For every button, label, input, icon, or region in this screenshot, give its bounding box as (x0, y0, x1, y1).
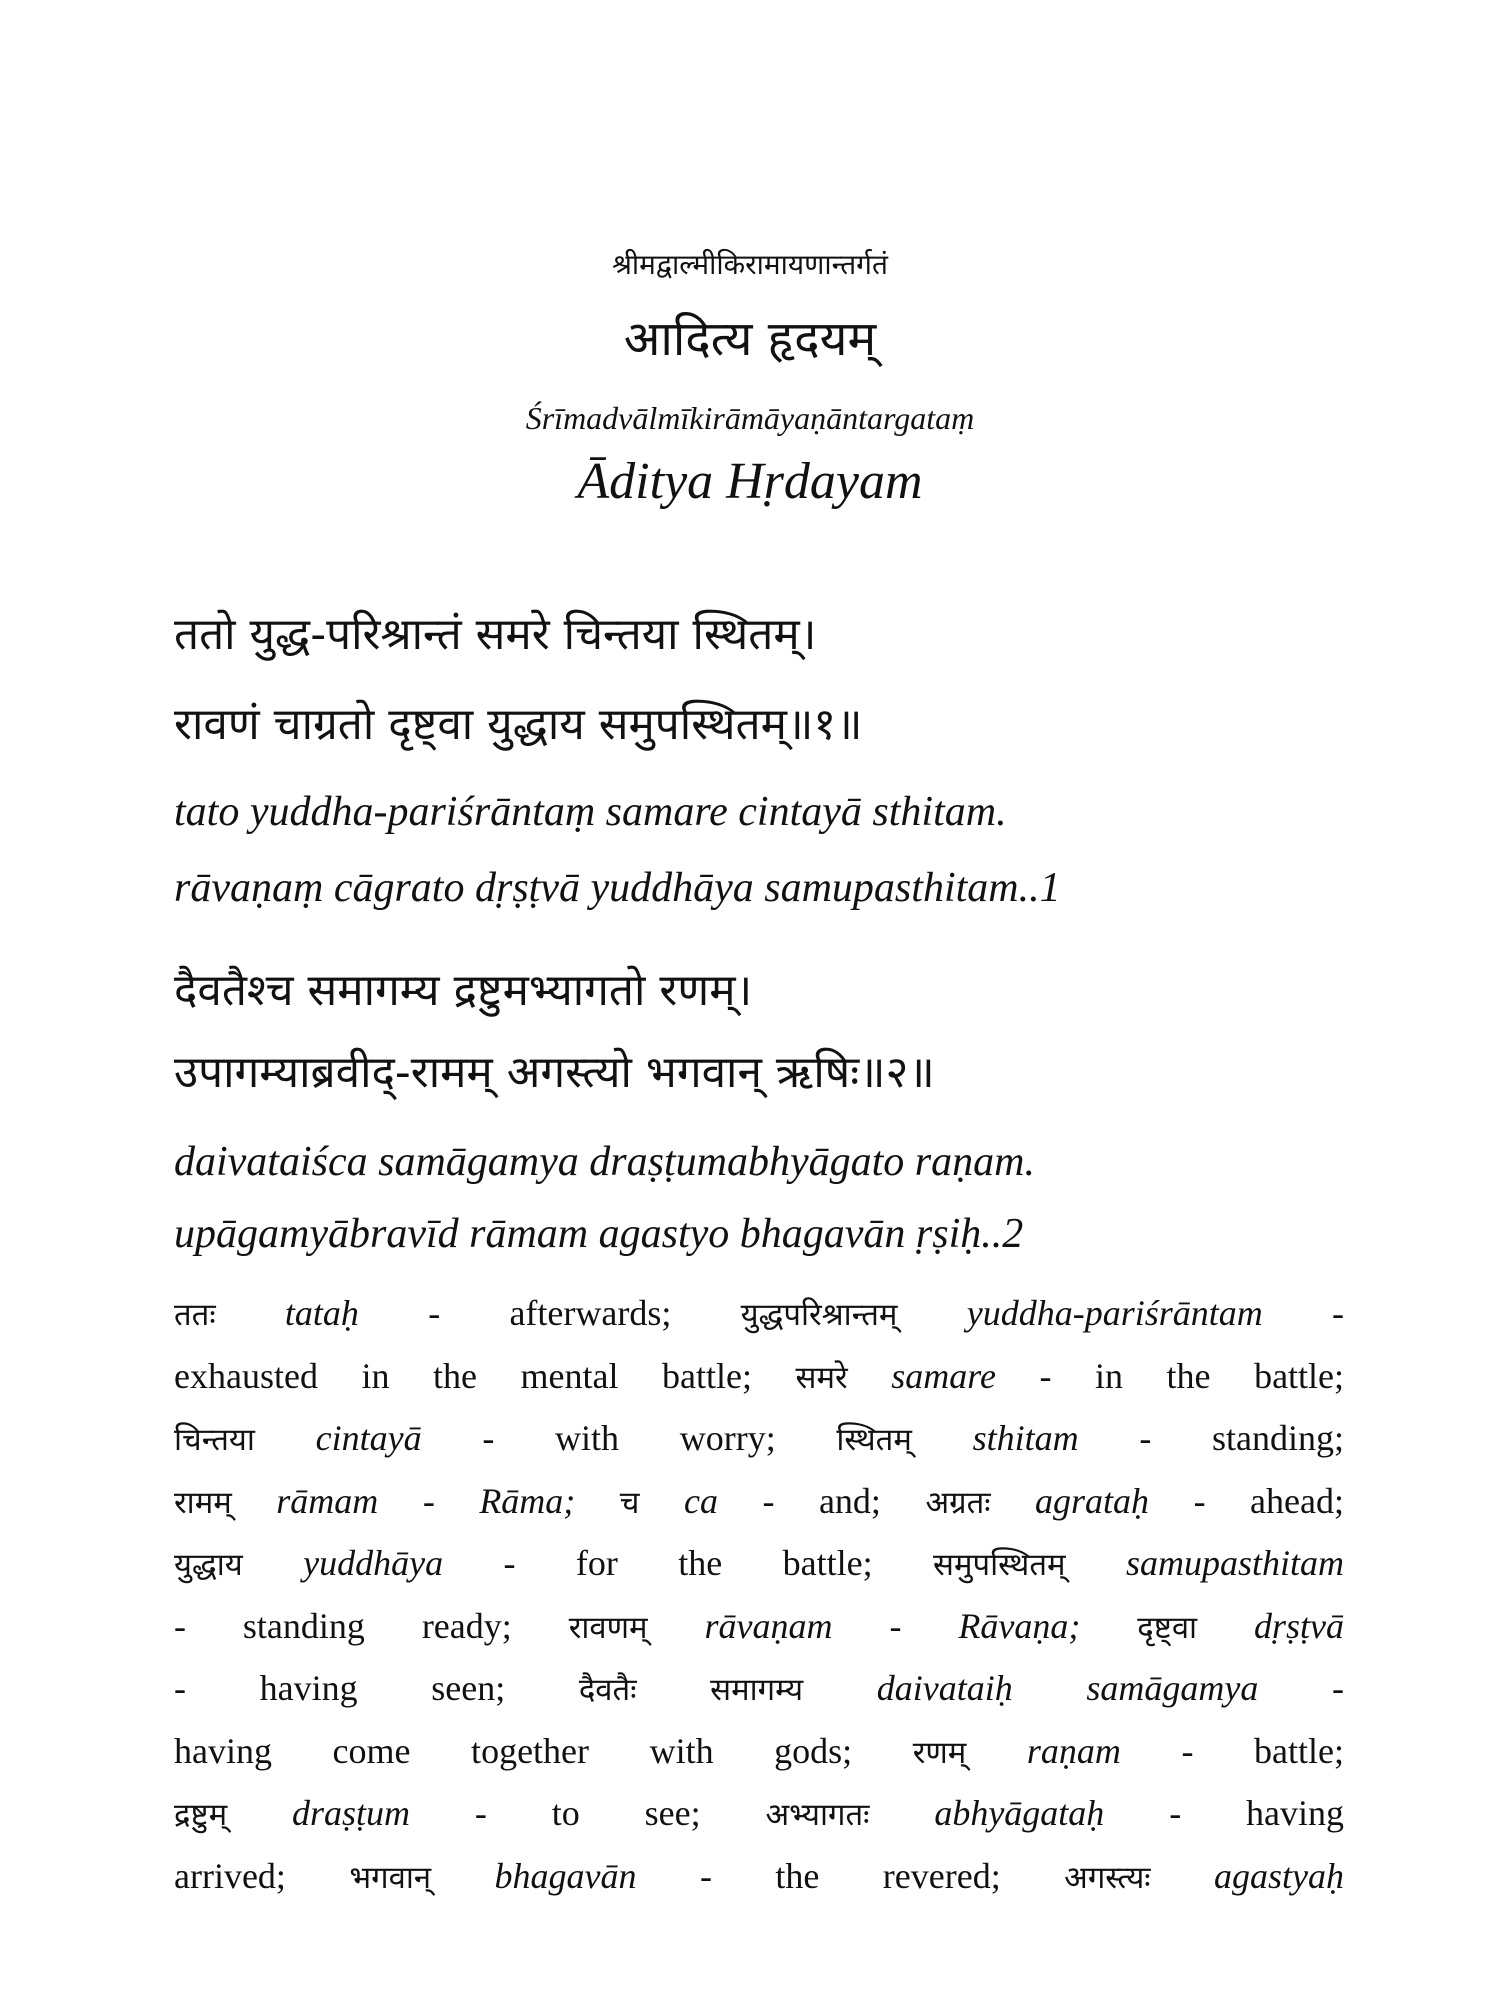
gloss-transliteration: yuddha-pariśrāntam (966, 1293, 1263, 1333)
gloss-line (174, 1282, 1344, 1345)
gloss-meaning: - for the battle; (503, 1543, 873, 1583)
gloss-sanskrit-word: दैवतैः (578, 1672, 637, 1708)
gloss-meaning: - having seen; (174, 1668, 506, 1708)
gloss-transliteration: ca (683, 1480, 718, 1521)
gloss-line (174, 1595, 1344, 1658)
verse-1-iast-line-2: rāvaṇaṃ cāgrato dṛṣṭvā yuddhāya samupasthitam..1 (174, 865, 1061, 911)
gloss-meaning: - with worry; (482, 1418, 776, 1458)
gloss-sanskrit-word: अगस्त्यः (1064, 1859, 1151, 1896)
verse-2-iast-line-2: upāgamyābravīd rāmam agastyo bhagavān ṛṣiḥ..2 (174, 1211, 1024, 1257)
gloss-transliteration: agrataḥ (1035, 1480, 1150, 1521)
gloss-meaning: - (889, 1605, 902, 1646)
gloss-line (174, 1720, 1344, 1783)
verse-1-devanagari-line-2: रावणं चाग्रतो दृष्ट्वा युद्धाय समुपस्थितम्॥१॥ (174, 699, 863, 750)
gloss-meaning: - to see; (474, 1793, 701, 1833)
gloss-meaning: - the revered; (699, 1855, 1001, 1896)
gloss-meaning: having come together with gods; (174, 1730, 853, 1771)
gloss-meaning: - ahead; (1193, 1480, 1344, 1521)
verse-2-iast-line-1: daivataiśca samāgamya draṣṭumabhyāgato raṇam. (174, 1139, 1035, 1185)
gloss-transliteration: rāmam (276, 1480, 379, 1521)
gloss-transliteration: draṣṭum (291, 1793, 411, 1833)
gloss-transliteration: Rāma; (479, 1480, 576, 1521)
word-gloss (174, 1282, 1344, 1907)
gloss-line (174, 1782, 1344, 1845)
gloss-transliteration: abhyāgataḥ (934, 1793, 1105, 1833)
gloss-sanskrit-word: च (619, 1484, 640, 1521)
gloss-meaning: - (422, 1480, 435, 1521)
transliterated-title: Āditya Hṛdayam (577, 453, 923, 510)
gloss-sanskrit-word: रामम् (174, 1484, 232, 1521)
gloss-line (174, 1470, 1344, 1533)
gloss-transliteration: samupasthitam (1125, 1543, 1344, 1583)
gloss-line (174, 1345, 1344, 1408)
gloss-line (174, 1657, 1344, 1720)
gloss-transliteration: yuddhāya (303, 1543, 444, 1583)
gloss-sanskrit-word: समरे (795, 1359, 848, 1396)
gloss-sanskrit-word: समागम्य (710, 1672, 804, 1708)
devanagari-title: आदित्य हृदयम् (623, 311, 877, 367)
gloss-meaning: - battle; (1181, 1730, 1345, 1771)
gloss-sanskrit-word: द्रष्टुम् (174, 1797, 228, 1833)
gloss-sanskrit-word: समुपस्थितम् (932, 1547, 1066, 1583)
gloss-line (174, 1407, 1344, 1470)
gloss-transliteration: agastyaḥ (1214, 1855, 1345, 1896)
gloss-sanskrit-word: दृष्ट्वा (1137, 1609, 1198, 1646)
gloss-sanskrit-word: भगवान् (349, 1859, 432, 1896)
verse-2-devanagari-line-1: दैवतैश्च समागम्य द्रष्टुमभ्यागतो रणम्। (174, 965, 753, 1016)
transliterated-subtitle: Śrīmadvālmīkirāmāyaṇāntargataṃ (525, 400, 975, 436)
gloss-transliteration: samare (891, 1355, 996, 1396)
gloss-sanskrit-word: स्थितम् (836, 1422, 912, 1458)
gloss-meaning: - (1332, 1668, 1345, 1708)
gloss-sanskrit-word: ततः (174, 1297, 216, 1333)
gloss-sanskrit-word: अभ्यागतः (765, 1797, 870, 1833)
gloss-meaning: - (1332, 1293, 1345, 1333)
gloss-transliteration: dṛṣṭvā (1254, 1605, 1345, 1646)
verse-2-devanagari-line-2: उपागम्याब्रवीद्-रामम् अगस्त्यो भगवान् ऋषिः॥२॥ (174, 1047, 935, 1098)
gloss-meaning: - and; (762, 1480, 881, 1521)
gloss-transliteration: daivataiḥ (876, 1668, 1013, 1708)
devanagari-subtitle: श्रीमद्वाल्मीकिरामायणान्तर्गतं (612, 248, 888, 281)
gloss-sanskrit-word: चिन्तया (174, 1422, 255, 1458)
gloss-transliteration: sthitam (972, 1418, 1079, 1458)
gloss-transliteration: bhagavān (494, 1855, 637, 1896)
gloss-transliteration: Rāvaṇa; (958, 1605, 1081, 1646)
gloss-meaning: arrived; (174, 1855, 286, 1896)
gloss-sanskrit-word: अग्रतः (925, 1484, 991, 1521)
gloss-meaning: - standing ready; (174, 1605, 512, 1646)
gloss-meaning: - afterwards; (428, 1293, 672, 1333)
verse-1-devanagari-line-1: ततो युद्ध-परिश्रान्तं समरे चिन्तया स्थितम्। (174, 609, 817, 660)
gloss-transliteration: tataḥ (284, 1293, 359, 1333)
gloss-transliteration: rāvaṇam (704, 1605, 833, 1646)
gloss-transliteration: samāgamya (1086, 1668, 1259, 1708)
gloss-meaning: - in the battle; (1039, 1355, 1345, 1396)
gloss-transliteration: raṇam (1026, 1730, 1121, 1771)
gloss-meaning: exhausted in the mental battle; (174, 1355, 752, 1396)
gloss-sanskrit-word: युद्धाय (174, 1547, 243, 1583)
gloss-transliteration: cintayā (315, 1418, 422, 1458)
gloss-sanskrit-word: युद्धपरिश्रान्तम् (740, 1297, 898, 1333)
gloss-sanskrit-word: रणम् (912, 1734, 967, 1771)
gloss-meaning: - standing; (1139, 1418, 1345, 1458)
gloss-sanskrit-word: रावणम् (568, 1609, 648, 1646)
verse-1-iast-line-1: tato yuddha-pariśrāntaṃ samare cintayā sthitam. (174, 789, 1007, 835)
gloss-line (174, 1845, 1344, 1908)
gloss-line (174, 1532, 1344, 1595)
gloss-meaning: - having (1169, 1793, 1345, 1833)
